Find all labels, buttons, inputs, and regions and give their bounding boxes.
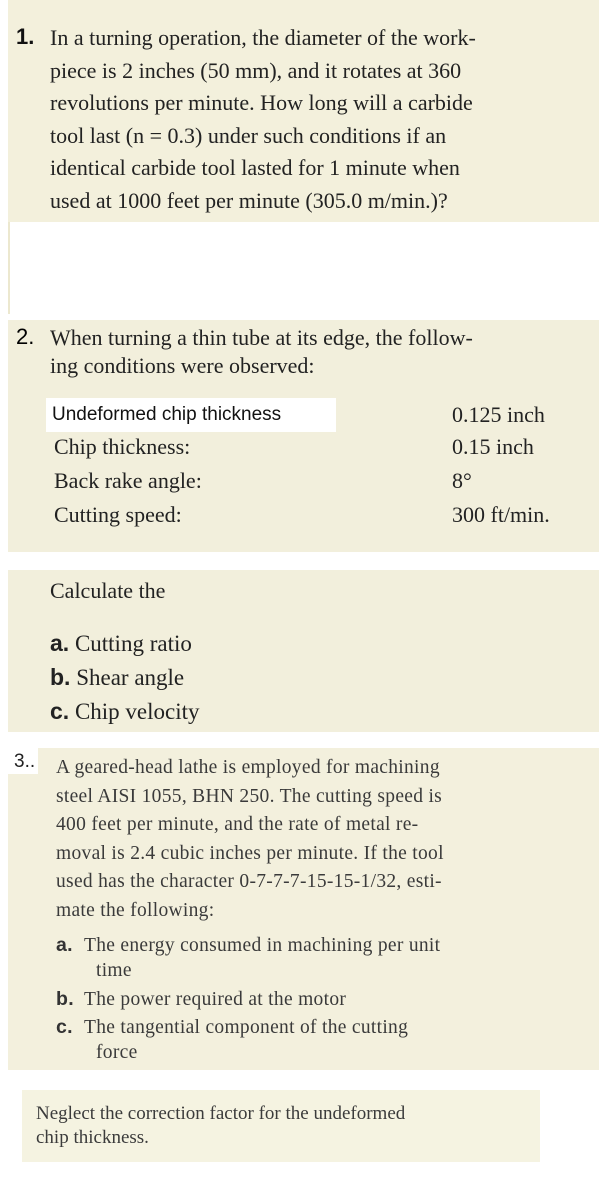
question-3-line: moval is 2.4 cubic inches per minute. If the tool [56, 842, 444, 864]
note-panel [22, 1090, 540, 1162]
item-text: The power required at the motor [84, 989, 347, 1010]
question-2-number: 2. [16, 324, 35, 349]
condition-value-back-rake-angle: 8° [452, 468, 472, 493]
condition-label-chip-thickness: Chip thickness: [54, 434, 191, 459]
question-3-item [56, 1016, 408, 1039]
question-3-line: 400 feet per minute, and the rate of metal re- [56, 814, 419, 836]
question-1-line: identical carbide tool lasted for 1 minute when [50, 155, 460, 180]
item-label: c. [56, 1016, 73, 1038]
question-3-text [56, 754, 444, 926]
condition-label-back-rake-angle: Back rake angle: [54, 468, 202, 493]
question-3-number: 3.. [14, 751, 36, 772]
item-text-continued: time [96, 960, 132, 981]
calculate-item [50, 664, 184, 691]
question-3-line: A geared-head lathe is employed for machining [56, 757, 440, 778]
item-text-continued: force [96, 1042, 138, 1063]
condition-value-cutting-speed: 300 ft/min. [452, 502, 550, 527]
question-1-line: used at 1000 feet per minute (305.0 m/min.)? [50, 187, 448, 213]
question-2-text [50, 324, 473, 380]
question-1-line: In a turning operation, the diameter of the work- [50, 25, 476, 50]
question-2-line: When turning a thin tube at its edge, the follow- [50, 325, 473, 350]
condition-value-chip-thickness: 0.15 inch [452, 434, 534, 459]
note-line: Neglect the correction factor for the undeformed [36, 1103, 406, 1124]
calculate-item [50, 630, 192, 657]
calculate-intro: Calculate the [50, 578, 166, 603]
item-label: a. [56, 934, 73, 956]
question-1-line: tool last (n = 0.3) under such conditions if an [50, 122, 447, 148]
condition-value-undeformed-chip-thickness: 0.125 inch [452, 402, 545, 427]
item-text: Shear angle [76, 665, 185, 690]
item-label: b. [50, 664, 71, 690]
question-1-panel [8, 0, 599, 226]
question-3-number-box [8, 748, 38, 774]
question-1-line: revolutions per minute. How long will a carbide [50, 90, 473, 115]
item-text: Cutting ratio [74, 631, 192, 656]
condition-label-cutting-speed: Cutting speed: [54, 502, 182, 527]
question-2-line: ing conditions were observed: [50, 353, 315, 378]
note-text [36, 1102, 405, 1150]
question-3-panel [8, 748, 599, 1070]
question-1-text [50, 22, 476, 217]
question-1-line: piece is 2 inches (50 mm), and it rotates at 360 [50, 57, 462, 83]
item-text: The energy consumed in machining per unit [84, 935, 441, 956]
blank-answer-area [8, 222, 599, 314]
condition-label-undeformed-chip-thickness: Undeformed chip thickness [46, 398, 336, 432]
item-label: a. [50, 630, 70, 656]
question-3-item [56, 988, 346, 1011]
item-text: The tangential component of the cutting [84, 1017, 409, 1038]
question-3-line: steel AISI 1055, BHN 250. The cutting speed is [56, 785, 443, 807]
item-text: Chip velocity [74, 699, 200, 724]
calculate-item [50, 698, 200, 725]
question-3-item [56, 934, 440, 957]
question-1-number: 1. [16, 24, 35, 49]
question-3-line: used has the character 0-7-7-7-15-15-1/32, esti- [56, 871, 442, 893]
note-line: chip thickness. [36, 1127, 149, 1148]
question-2-panel [8, 320, 599, 552]
question-3-line: mate the following: [56, 899, 215, 921]
item-label: b. [56, 988, 74, 1010]
item-label: c. [50, 698, 70, 724]
question-2-calculate-panel [8, 570, 599, 732]
